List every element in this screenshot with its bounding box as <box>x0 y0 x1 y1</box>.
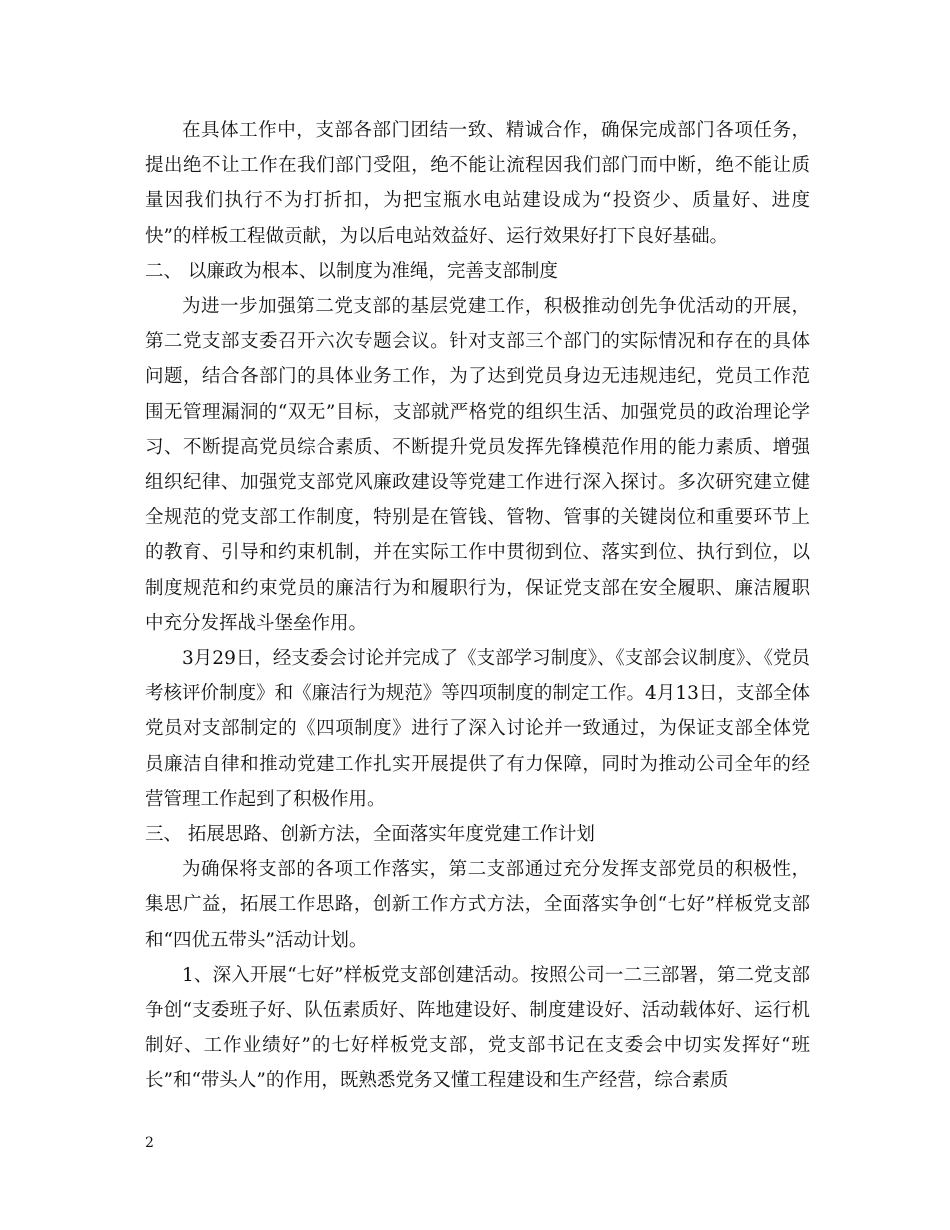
page-number: 2 <box>145 1135 154 1151</box>
paragraph-four-systems: 3月29日，经支委会讨论并完成了《支部学习制度》、《支部会议制度》、《党员考核评价制度》和《廉洁行为规范》等四项制度的制定工作。4月13日，支部全体党员对支部制定的《四项制度》进行了深入讨论并一致通过，为保证支部全体党员廉洁自律和推动党建工作扎实开展提供了有力保障，同时为推动公司全年的经营管理工作起到了积极作用。 <box>145 648 810 810</box>
document-body <box>145 113 810 1099</box>
paragraph-implementation: 为确保将支部的各项工作落实，第二支部通过充分发挥支部党员的积极性，集思广益，拓展工作思路，创新工作方式方法，全面落实争创“七好”样板党支部和“四优五带头”活动计划。 <box>145 859 810 951</box>
paragraph-work-cooperation: 在具体工作中，支部各部门团结一致、精诚合作，确保完成部门各项任务，提出绝不让工作在我们部门受阻，绝不能让流程因我们部门而中断，绝不能让质量因我们执行不为打折扣，为把宝瓶水电站建设成为“投资少、质量好、进度快”的样板工程做贡献，为以后电站效益好、运行效果好打下良好基础。 <box>145 120 810 247</box>
section-heading-two: 二、 以廉政为根本、以制度为准绳，完善支部制度 <box>145 260 558 282</box>
paragraph-party-building: 为进一步加强第二党支部的基层党建工作，积极推动创先争优活动的开展，第二党支部支委召开六次专题会议。针对支部三个部门的实际情况和存在的具体问题，结合各部门的具体业务工作，为了达到党员身边无违规违纪，党员工作范围无管理漏洞的“双无”目标，支部就严格党的组织生活、加强党员的政治理论学习、不断提高党员综合素质、不断提升党员发挥先锋模范作用的能力素质、增强组织纪律、加强党支部党风廉政建设等党建工作进行深入探讨。多次研究建立健全规范的党支部工作制度，特别是在管钱、管物、管事的关键岗位和重要环节上的教育、引导和约束机制，并在实际工作中贯彻到位、落实到位、执行到位，以制度规范和约束党员的廉洁行为和履职行为，保证党支部在安全履职、廉洁履职中充分发挥战斗堡垒作用。 <box>145 296 810 634</box>
paragraph-seven-good: 1、深入开展“七好”样板党支部创建活动。按照公司一二三部署，第二党支部争创“支委班子好、队伍素质好、阵地建设好、制度建设好、活动载体好、运行机制好、工作业绩好”的七好样板党支部，党支部书记在支委会中切实发挥好“班长”和“带头人”的作用，既熟悉党务又懂工程建设和生产经营，综合素质 <box>145 964 810 1092</box>
section-heading-three: 三、 拓展思路、创新方法，全面落实年度党建工作计划 <box>145 824 595 846</box>
